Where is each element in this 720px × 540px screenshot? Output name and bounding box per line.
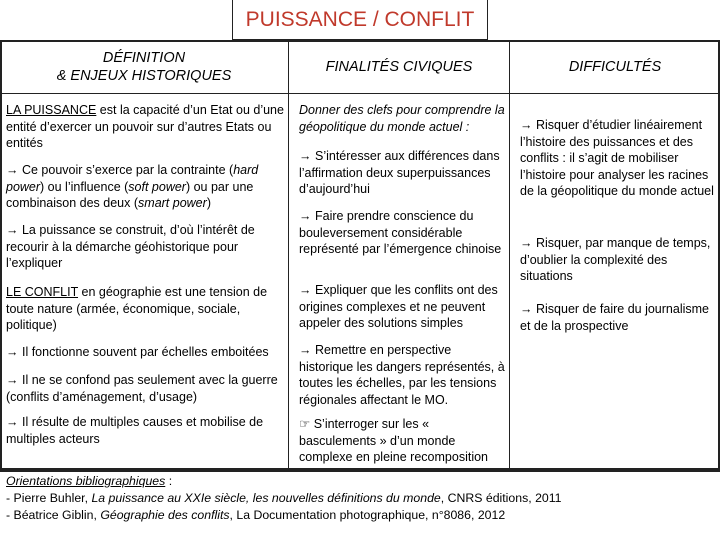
finalites-item: → Faire prendre conscience du bouleversement considérable représenté par l’émergence chinoise: [299, 209, 502, 256]
page-title: PUISSANCE / CONFLIT: [232, 0, 488, 40]
puissance-modes: → Ce pouvoir s’exerce par la contrainte (hard power) ou l’influence (soft power) ou par une combinaison des deux (smart power): [6, 163, 259, 210]
column-divider: [509, 40, 510, 470]
column-definition: [6, 102, 284, 447]
header-difficultes: DIFFICULTÉS: [568, 58, 662, 75]
arrow-icon: →: [520, 236, 533, 250]
arrow-icon: →: [6, 223, 19, 237]
conflit-causes: → Il résulte de multiples causes et mobilise de multiples acteurs: [6, 415, 264, 446]
column-divider: [288, 40, 289, 470]
arrow-icon: →: [299, 283, 312, 297]
difficulte-item: → Risquer d’étudier linéairement l’histoire des puissances et des conflits : il s’agit de mobiliser l’histoire pour analyser les racines de la géopolitique du monde actuel: [520, 118, 714, 198]
header-finalites: FINALITÉS CIVIQUES: [325, 58, 473, 75]
arrow-icon: →: [6, 345, 19, 359]
bibliography-item: - Béatrice Giblin, Géographie des conflits, La Documentation photographique, n°8086, 2012: [6, 507, 506, 522]
arrow-icon: →: [6, 373, 19, 387]
arrow-icon: →: [6, 415, 19, 429]
column-difficultes: [520, 117, 716, 334]
difficulte-item: → Risquer, par manque de temps, d’oublier la complexité des situations: [520, 236, 711, 283]
finalites-item: → S’intéresser aux différences dans l’affirmation deux superpuissances d’aujourd’hui: [299, 149, 500, 196]
bibliography-item: - Pierre Buhler, La puissance au XXIe siècle, les nouvelles définitions du monde, CNRS éditions, 2011: [6, 490, 562, 505]
difficulte-item: → Risquer de faire du journalisme et de la prospective: [520, 302, 709, 333]
bibliography: [6, 473, 714, 524]
pointer-icon: ☞: [299, 417, 311, 431]
column-finalites: [299, 102, 505, 466]
arrow-icon: →: [520, 118, 533, 132]
puissance-geohistoire: → La puissance se construit, d’où l’intérêt de recourir à la démarche géohistorique pour l’expliquer: [6, 223, 255, 270]
arrow-icon: →: [520, 302, 533, 316]
arrow-icon: →: [6, 163, 19, 177]
arrow-icon: →: [299, 343, 312, 357]
finalites-item: → Remettre en perspective historique les dangers représentés, à toutes les échelles, par les tensions régionales affectant le MO.: [299, 343, 505, 407]
finalites-intro: Donner des clefs pour comprendre la géopolitique du monde actuel :: [299, 103, 505, 134]
bibliography-heading: Orientations bibliographiques :: [6, 474, 173, 488]
header-definition: DÉFINITION & ENJEUX HISTORIQUES: [56, 49, 232, 84]
puissance-definition: LA PUISSANCE est la capacité d’un Etat ou d’une entité d’exercer un pouvoir sur d’autres Etats ou entités: [6, 103, 284, 150]
finalites-item: ☞ S’interroger sur les « basculements » d’un monde complexe en pleine recomposition: [299, 417, 488, 464]
arrow-icon: →: [299, 149, 312, 163]
footer-divider: [0, 470, 720, 472]
arrow-icon: →: [299, 209, 312, 223]
conflit-definition: LE CONFLIT en géographie est une tension de toute nature (armée, économique, sociale, politique): [6, 285, 268, 332]
finalites-item: → Expliquer que les conflits ont des origines complexes et ne peuvent appeler des solutions simples: [299, 283, 498, 330]
conflit-guerre: → Il ne se confond pas seulement avec la guerre (conflits d’aménagement, d’usage): [6, 373, 278, 404]
conflit-echelles: → Il fonctionne souvent par échelles emboitées: [6, 345, 269, 359]
